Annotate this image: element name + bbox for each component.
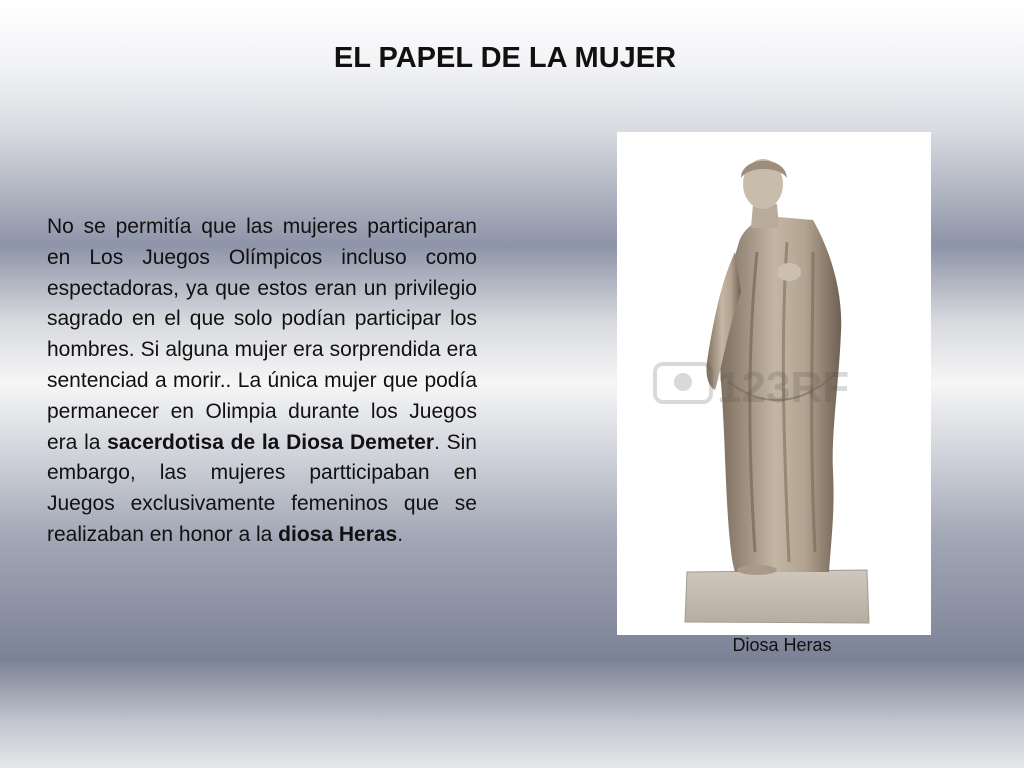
- paragraph-bold-1: sacerdotisa de la Diosa Demeter: [107, 430, 435, 454]
- watermark-logo: [655, 363, 849, 412]
- paragraph-text-2: . Sin embargo, las mujeres partticipaban en Juegos exclusivamente femeninos que se realizaban en honor a la: [47, 430, 477, 546]
- body-paragraph: [47, 212, 477, 551]
- paragraph-bold-2: diosa Heras: [278, 522, 398, 546]
- statue-image: [617, 132, 931, 635]
- statue-illustration: [617, 132, 931, 635]
- image-caption: Diosa Heras: [732, 635, 832, 655]
- paragraph-text-1: No se permitía que las mujeres participaran en Los Juegos Olímpicos incluso como espectadoras, ya que estos eran un privilegio sagrado en el que solo podían participar los hombres. Si alguna mujer era sorprendida era sentenciad a morir.. La única mujer que podía permanecer en Olimpia durante los Juegos era la: [47, 215, 477, 454]
- slide-title: EL PAPEL DE LA MUJER: [333, 42, 677, 74]
- svg-text:123RF: 123RF: [717, 363, 850, 412]
- paragraph-text-3: .: [397, 522, 404, 546]
